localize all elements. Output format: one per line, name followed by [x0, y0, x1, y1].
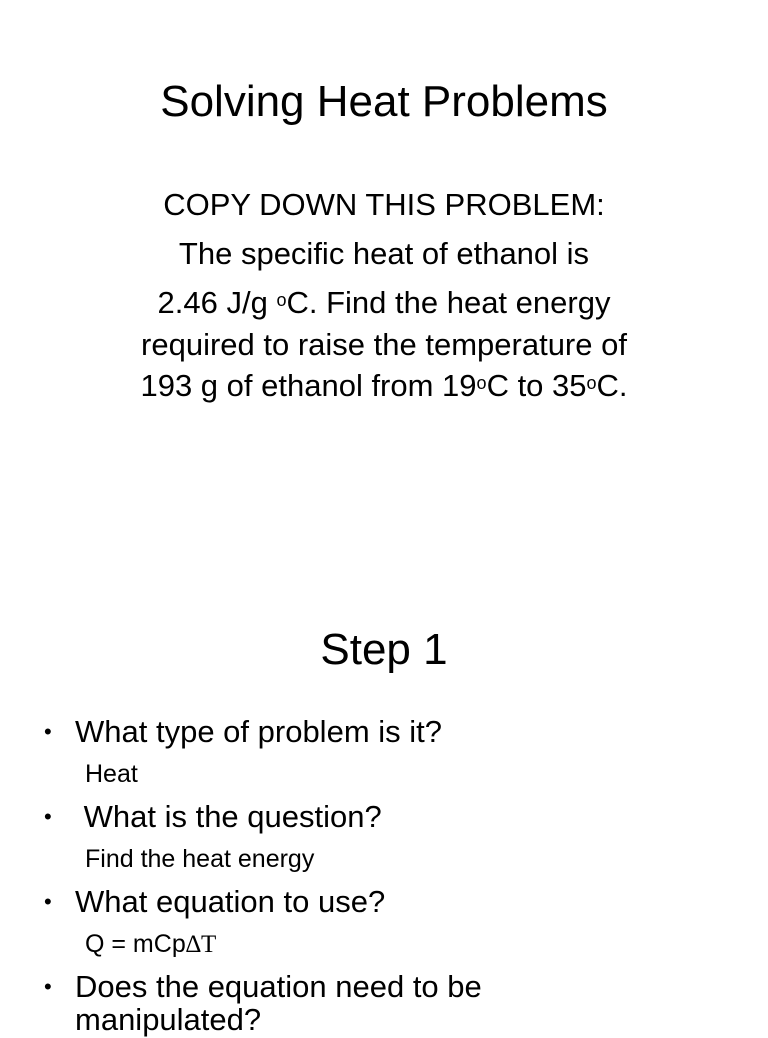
problem-line-4: 193 g of ethanol from 19$^o$C to 35$^o$C.	[140, 368, 628, 403]
bullet-answer: Heat	[85, 760, 138, 788]
problem-intro: COPY DOWN THIS PROBLEM:	[163, 187, 605, 222]
bullet-question: What type of problem is it?	[75, 714, 442, 749]
bullet-icon: •	[44, 719, 52, 744]
degree-mark: o	[586, 373, 597, 393]
bullet-answer: Find the heat energy	[85, 845, 315, 873]
bullet-icon: •	[44, 804, 52, 829]
bullet-question: What is the question?	[75, 799, 382, 834]
slide-title: Solving Heat Problems	[160, 77, 608, 126]
degree-mark: o	[476, 373, 487, 393]
problem-line-3: required to raise the temperature of	[141, 327, 627, 362]
bullet-question-line-2: manipulated?	[75, 1002, 262, 1037]
delta-t-symbol: ∆T	[185, 931, 217, 958]
bullet-icon: •	[44, 889, 52, 914]
bullet-answer: Q = mCp∆T	[85, 930, 217, 958]
problem-line-2: 2.46 J/g $^o$C. Find the heat energy	[157, 285, 611, 320]
degree-mark: o	[276, 290, 287, 310]
step-title: Step 1	[320, 625, 448, 674]
bullet-question: What equation to use?	[75, 884, 386, 919]
bullet-icon: •	[44, 974, 52, 999]
bullet-question: Does the equation need to be	[75, 969, 482, 1004]
problem-line-1: The specific heat of ethanol is	[178, 236, 590, 271]
